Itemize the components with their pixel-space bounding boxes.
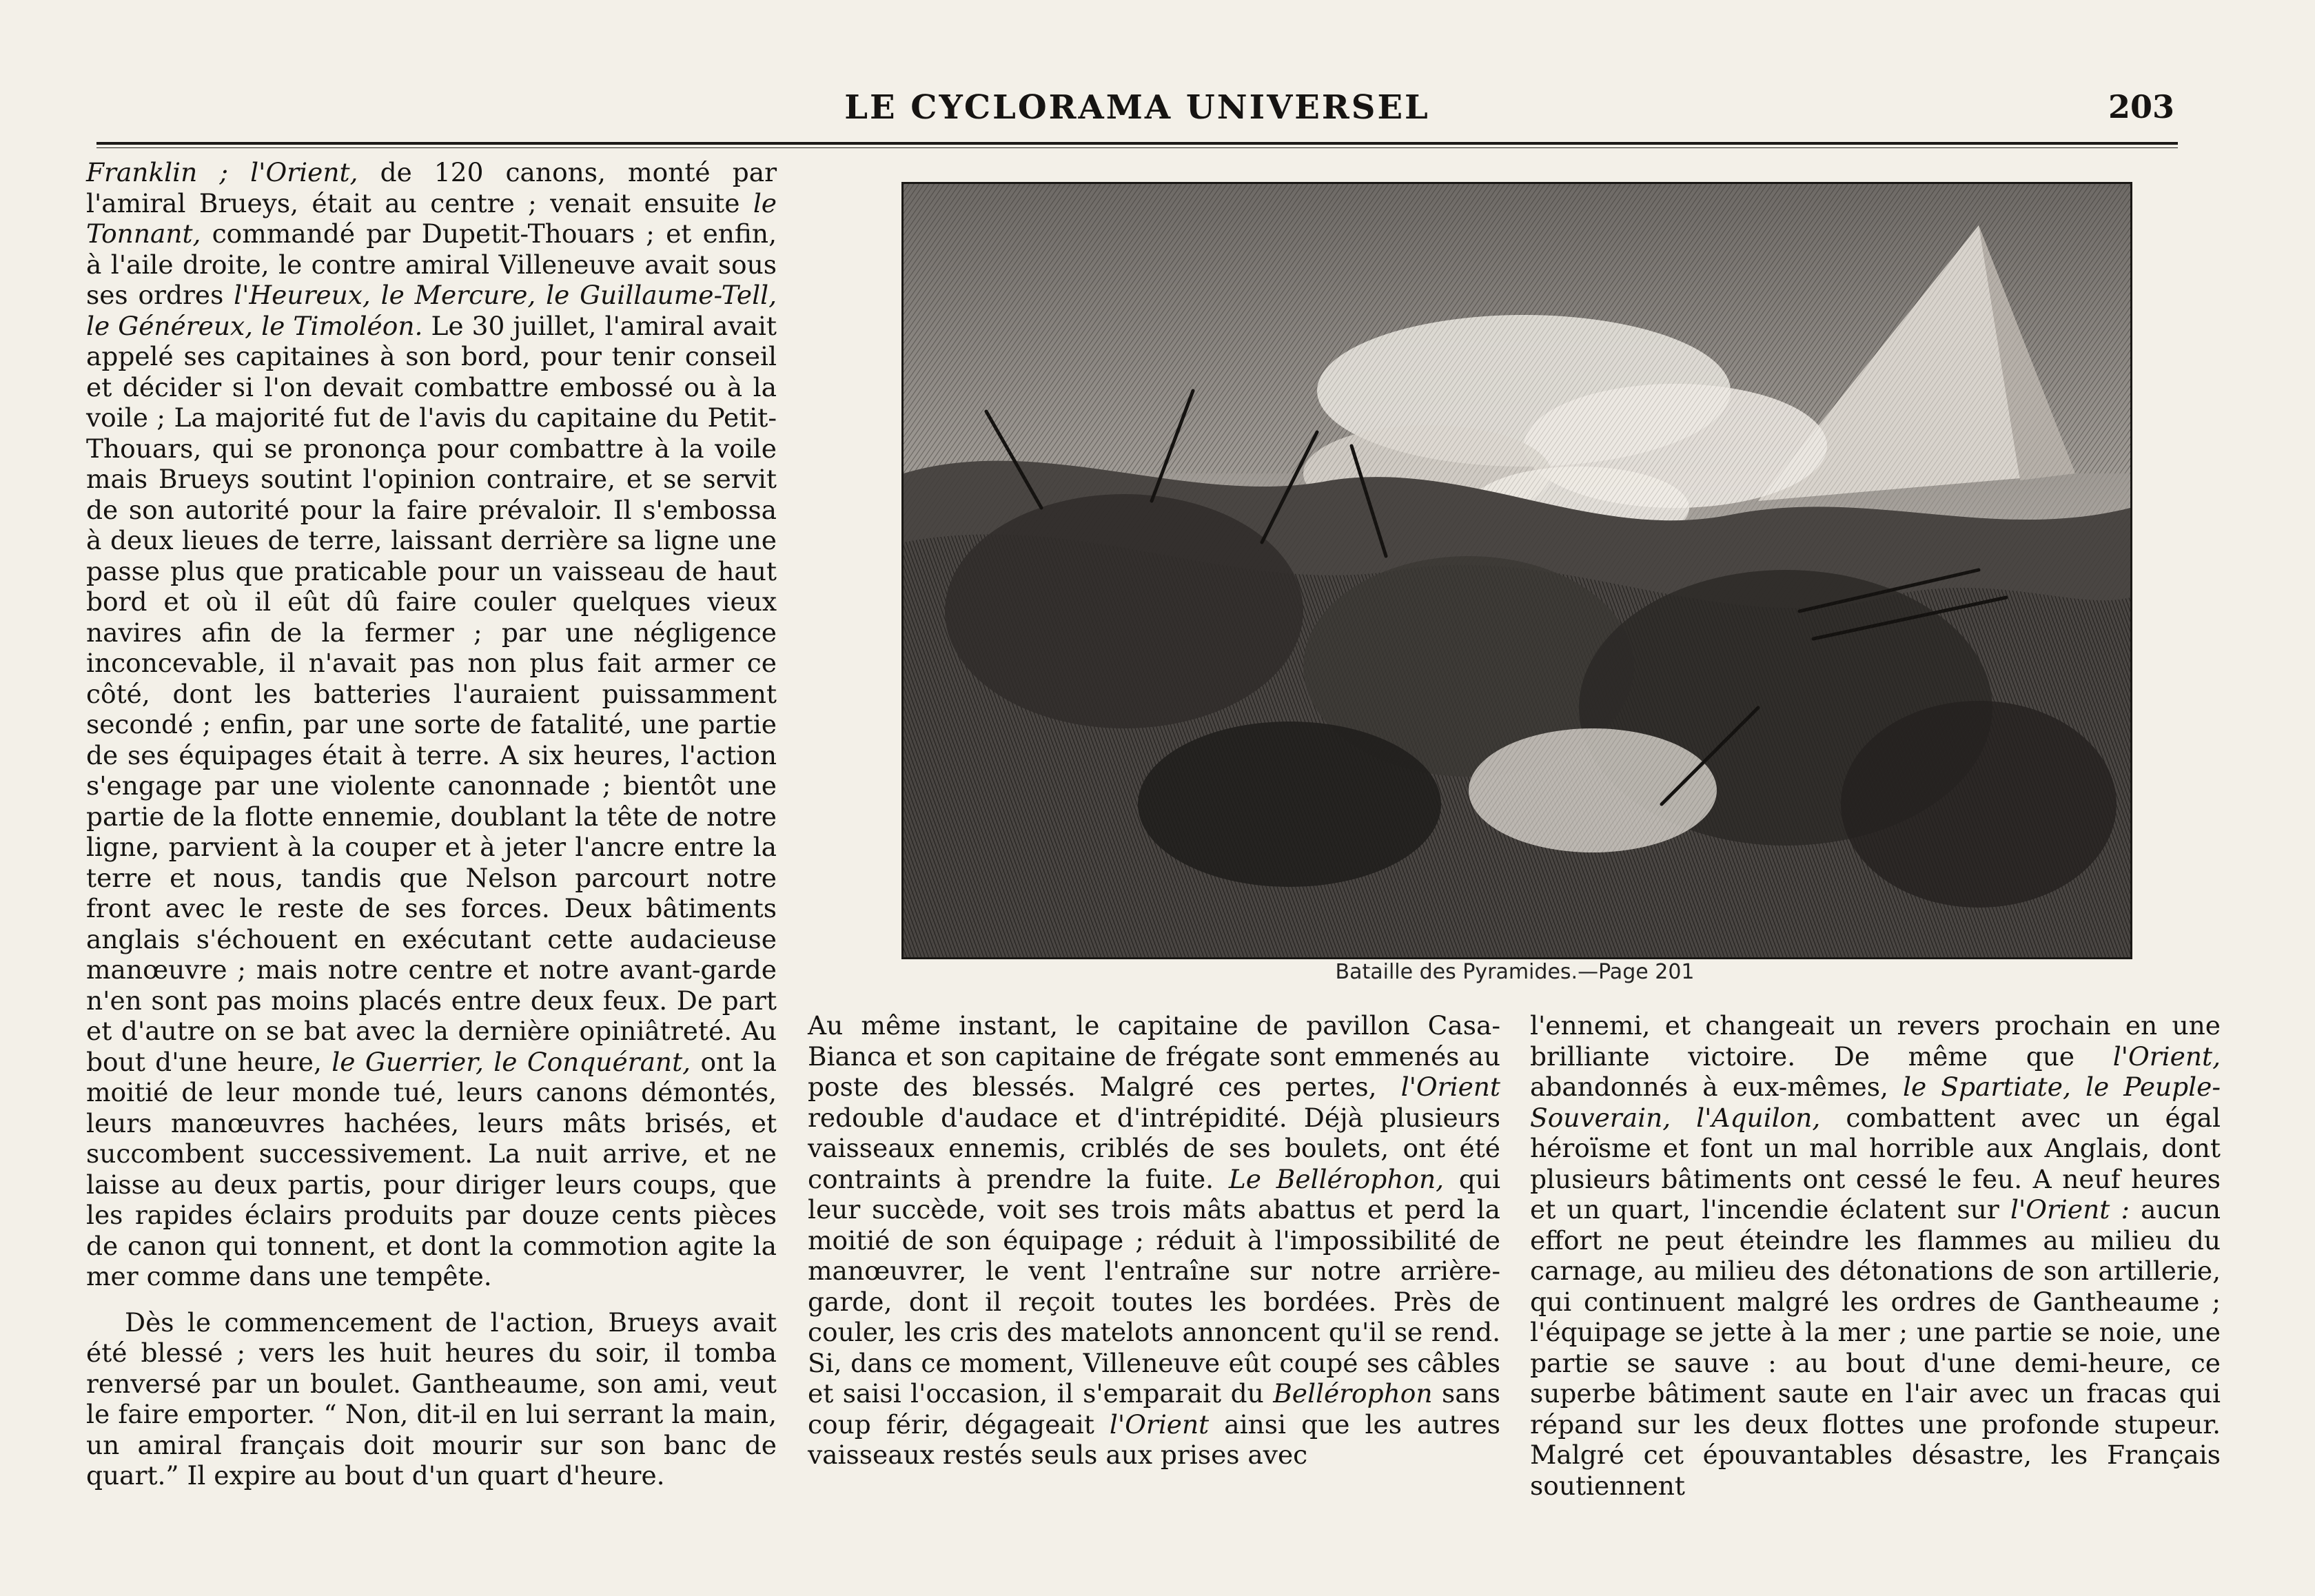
- text-run: commandé par Dupetit-Thouars ; et enfin, à l'aile droite, le contre amiral Villeneuve avait sous ses ordres: [86, 218, 777, 310]
- paragraph: [808, 1010, 1500, 1471]
- text-run: qui leur succède, voit ses trois mâts abattus et perd la moitié de son équipage ; réduit à l'impossibilité de manœuvrer, le vent l'entraîne sur notre arrière-garde, dont il reçoit toutes les bordées. Près de couler, les cris des matelots annoncent qu'il se rend. Si, dans ce moment, Villeneuve eût coupé ses câbles et saisi l'occasion, il s'emparait du: [808, 1163, 1500, 1409]
- text-run: Le 30 juillet, l'amiral avait appelé ses capitaines à son bord, pour tenir conseil et décider si l'on devait combattre embossé ou à la voile ; La majorité fut de l'avis du capitaine du Petit-Thouars, qui se prononça pour combattre à la voile mais Brueys soutint l'opinion contraire, et se servit de son autorité pour la faire prévaloir. Il s'embossa à deux lieues de terre, laissant derrière sa ligne une passe plus que praticable pour un vaisseau de haut bord et où il eût dû faire couler quelques vieux navires afin de la fermer ; par une négligence inconcevable, il n'avait pas non plus fait armer ce côté, dont les batteries l'auraient puissamment secondé ; enfin, par une sorte de fatalité, une partie de ses équipages était à terre. A six heures, l'action s'engage par une violente canonnade ; bientôt une partie de la flotte ennemie, doublant la tête de notre ligne, parvient à la couper et à jeter l'ancre entre la terre et nous, tandis que Nelson parcourt notre front avec le reste de ses forces. Deux bâtiments anglais s'échouent en exécutant cette audacieuse manœuvre ; mais notre centre et notre avant-garde n'en sont pas moins placés entre deux feux. De part et d'autre on se bat avec la dernière opiniâtreté. Au bout d'une heure,: [86, 310, 777, 1077]
- text-run: Au même instant, le capitaine de pavillon Casa-Bianca et son capitaine de frégate sont emmenés au poste des blessés. Malgré ces pertes,: [808, 1010, 1500, 1102]
- text-column-left: [86, 157, 777, 1491]
- text-run: abandonnés à eux-mêmes,: [1530, 1072, 1904, 1102]
- italic-text-run: l'Heureux, le Mercure, le Guillaume-Tell, le Généreux, le Timoléon.: [86, 280, 777, 341]
- text-run: de 120 canons, monté par l'amiral Brueys, était au centre ; venait ensuite: [86, 157, 777, 218]
- italic-text-run: Bellérophon: [1273, 1378, 1433, 1409]
- italic-text-run: le Tonnant,: [86, 187, 777, 249]
- header-rule-thin: [96, 147, 2178, 148]
- italic-text-run: le Spartiate, le Peuple-Souverain, l'Aquilon,: [1530, 1072, 2221, 1133]
- text-run: ont la moitié de leur monde tué, leurs canons démontés, leurs manœuvres hachées, leurs mâts brisés, et succombent successivement. La nuit arrive, et ne laisse au deux partis, pour diriger leurs coups, que les rapides éclairs produits par douze cents pièces de canon qui tonnent, et dont la commotion agite la mer comme dans une tempête.: [86, 1046, 777, 1291]
- text-run: combattent avec un égal héroïsme et font un mal horrible aux Anglais, dont plusieurs bâtiments ont cessé le feu. A neuf heures et un quart, l'incendie éclatent sur: [1530, 1102, 2221, 1225]
- paragraph: [86, 1307, 777, 1491]
- page-number: 203: [2108, 88, 2174, 125]
- italic-text-run: Franklin ; l'Orient,: [86, 157, 358, 187]
- text-run: aucun effort ne peut éteindre les flammes au milieu du carnage, au milieu des détonations de son artillerie, qui continuent malgré les ordres de Gantheaume ; l'équipage se jette à la mer ; une partie se noie, une partie se sauve : au bout d'une demi-heure, ce superbe bâtiment saute en l'air avec un fracas qui répand sur les deux flottes une profonde stupeur. Malgré cet épouvantables désastre, les Français soutiennent: [1530, 1194, 2221, 1501]
- italic-text-run: l'Orient: [1400, 1072, 1500, 1102]
- italic-text-run: Le Bellérophon,: [1228, 1163, 1445, 1194]
- text-run: redouble d'audace et d'intrépidité. Déjà plusieurs vaisseaux ennemis, criblés de ses boulets, ont été contraints à prendre la fuite.: [808, 1102, 1500, 1194]
- paragraph: [1530, 1010, 2221, 1501]
- text-run: sans coup férir, dégageait: [808, 1378, 1500, 1440]
- italic-text-run: l'Orient: [1109, 1409, 1210, 1440]
- text-run: ainsi que les autres vaisseaux restés seuls aux prises avec: [808, 1409, 1500, 1470]
- italic-text-run: l'Orient,: [2112, 1041, 2221, 1072]
- page-header: [96, 83, 2178, 145]
- text-run: Dès le commencement de l'action, Brueys avait été blessé ; vers les huit heures du soir, il tomba renversé par un boulet. Gantheaume, son ami, veut le faire emporter. “ Non, dit-il en lui serrant la main, un amiral français doit mourir sur son banc de quart.” Il expire au bout d'un quart d'heure.: [86, 1307, 777, 1491]
- paragraph: [86, 157, 777, 1292]
- header-rule: [96, 142, 2178, 145]
- running-title: LE CYCLORAMA UNIVERSEL: [844, 88, 1430, 127]
- italic-text-run: le Guerrier, le Conquérant,: [332, 1046, 691, 1077]
- text-run: l'ennemi, et changeait un revers prochain en une brilliante victoire. De même que: [1530, 1010, 2221, 1072]
- text-column-right: [1530, 1010, 2221, 1501]
- battle-engraving-illustration: [901, 182, 2132, 959]
- illustration-caption: Bataille des Pyramides.—Page 201: [1335, 960, 1695, 984]
- text-column-middle: [808, 1010, 1500, 1471]
- italic-text-run: l'Orient :: [2010, 1194, 2130, 1225]
